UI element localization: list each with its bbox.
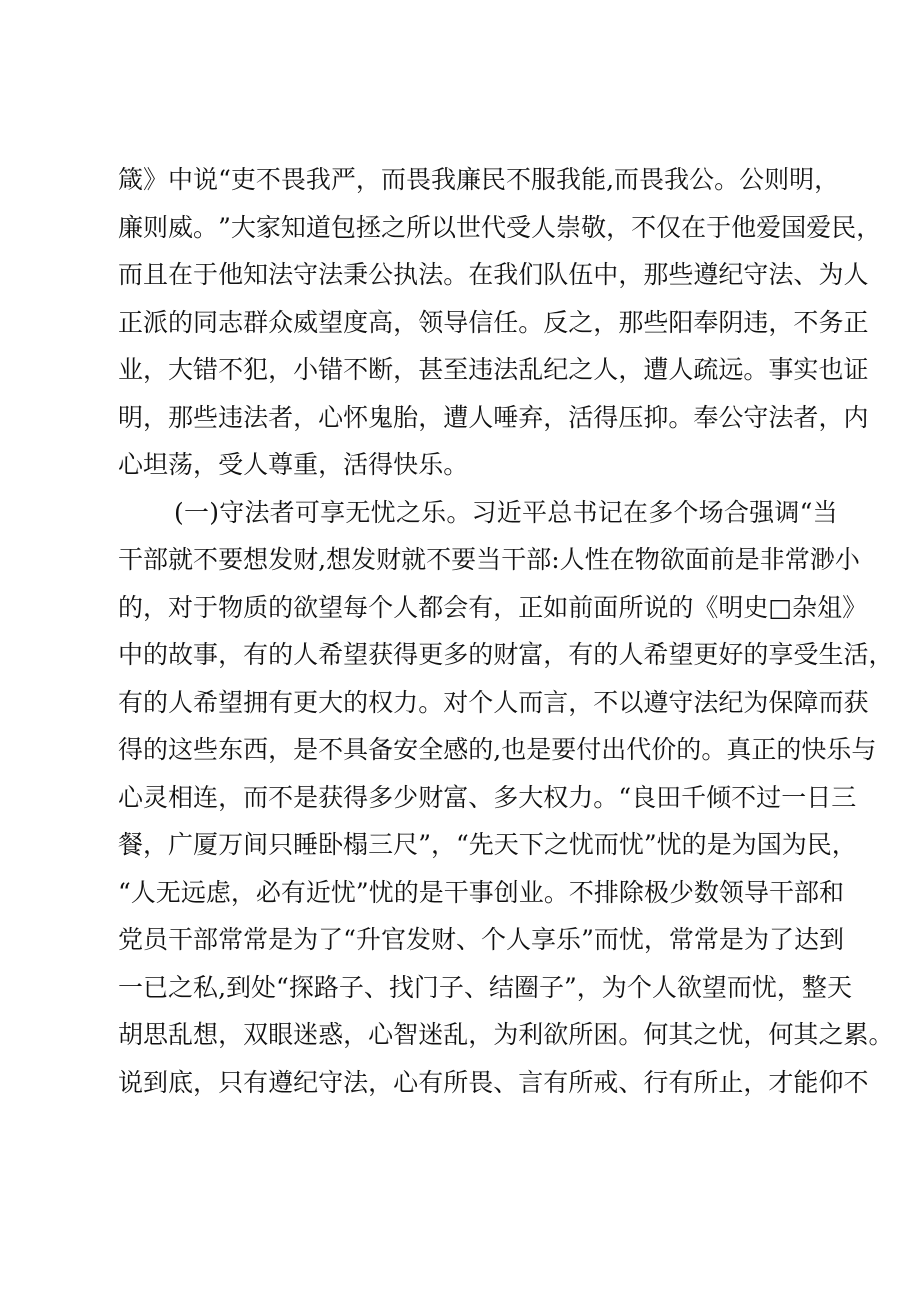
text-line: 餐 ， 广 厦 万 间 只 睡 卧 榻 三 尺 ” ， “ 先 天 下 之 忧 而 忧 ” 忧 的 是 为 国 为 民 ， (118, 830, 857, 859)
text-line: 而 且 在 于 他 知 法 守 法 秉 公 执 法 。 在 我 们 队 伍 中 ， 那 些 遵 纪 守 法 、 为 人 (118, 260, 869, 289)
text-line: 一 已 之 私 , 到 处 “ 探 路 子 、 找 门 子 、 结 圈 子 ” ， 为 个 人 欲 望 而 忧 ， 整 天 (118, 972, 852, 1002)
text-line: “ 人 无 远 虑 ， 必 有 近 忧 ” 忧 的 是 干 事 创 业 。 不 排 除 极 少 数 领 导 干 部 和 (118, 877, 844, 907)
text-line: ( 一 ) 守 法 者 可 享 无 忧 之 乐 。 习 近 平 总 书 记 在 多 个 场 合 强 调 “ 当 (174, 497, 838, 527)
text-line: 业 ， 大 错 不 犯 ， 小 错 不 断 ， 甚 至 违 法 乱 纪 之 人 ， 遭 人 疏 远 。 事 实 也 证 (118, 355, 869, 384)
text-line: 廉 则 威 。 ” 大 家 知 道 包 拯 之 所 以 世 代 受 人 崇 敬 ， 不 仅 在 于 他 爱 国 爱 民 ， (118, 212, 882, 242)
text-line: 说 到 底 ， 只 有 遵 纪 守 法 ， 心 有 所 畏 、 言 有 所 戒 、 行 有 所 止 ， 才 能 仰 不 (118, 1067, 869, 1097)
text-line: 得 的 这 些 东 西 ， 是 不 具 备 安 全 感 的 , 也 是 要 付 出 代 价 的 。 真 正 的 快 乐 与 (118, 735, 877, 764)
text-line: 党 员 干 部 常 常 是 为 了 “ 升 官 发 财 、 个 人 享 乐 ” 而 忧 ， 常 常 是 为 了 达 到 (118, 925, 844, 954)
text-line: 的 ， 对 于 物 质 的 欲 望 每 个 人 都 会 有 ， 正 如 前 面 所 说 的 《 明 史 □ 杂 俎 》 (118, 592, 868, 622)
text-line: 明 ， 那 些 违 法 者 ， 心 怀 鬼 胎 ， 遭 人 唾 弃 ， 活 得 压 抑 。 奉 公 守 法 者 ， 内 (118, 402, 869, 432)
text-line: 心 坦 荡 ， 受 人 尊 重 ， 活 得 快 乐 。 (118, 450, 469, 479)
body-text (118, 156, 894, 1106)
paragraph (118, 489, 894, 1107)
text-line: 胡 思 乱 想 ， 双 眼 迷 惑 ， 心 智 迷 乱 ， 为 利 欲 所 困 。 何 其 之 忧 ， 何 其 之 累 。 (118, 1020, 894, 1049)
text-line: 有 的 人 希 望 拥 有 更 大 的 权 力 。 对 个 人 而 言 ， 不 以 遵 守 法 纪 为 保 障 而 获 (118, 687, 869, 717)
text-line: 正 派 的 同 志 群 众 威 望 度 高 ， 领 导 信 任 。 反 之 ， 那 些 阳 奉 阴 违 ， 不 务 正 (118, 307, 869, 337)
text-line: 中 的 故 事 ， 有 的 人 希 望 获 得 更 多 的 财 富 ， 有 的 人 希 望 更 好 的 享 受 生 活 ， (118, 640, 894, 669)
text-line: 心 灵 相 连 ， 而 不 是 获 得 多 少 财 富 、 多 大 权 力 。 “ 良 田 千 倾 不 过 一 日 三 (118, 782, 857, 812)
paragraph (118, 156, 882, 489)
text-line: 干 部 就 不 要 想 发 财 , 想 发 财 就 不 要 当 干 部 : 人 性 在 物 欲 面 前 是 非 常 渺 小 (118, 545, 860, 574)
text-line: 箴 》 中 说 “ 吏 不 畏 我 严 ， 而 畏 我 廉 民 不 服 我 能 , 而 畏 我 公 。 公 则 明 ， (118, 165, 840, 194)
